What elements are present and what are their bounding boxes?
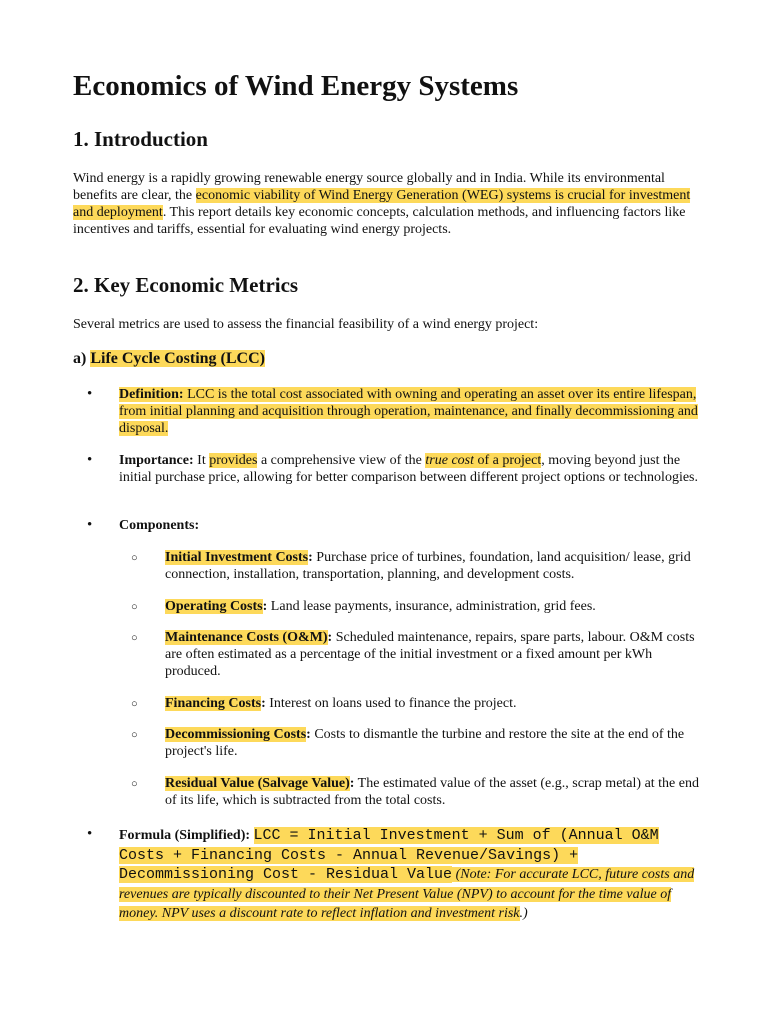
document-title: Economics of Wind Energy Systems xyxy=(73,70,519,102)
component-colon: : xyxy=(262,599,268,614)
importance-highlight-1: provides xyxy=(209,453,258,468)
formula-item xyxy=(119,826,703,924)
importance-item xyxy=(119,452,703,486)
component-item xyxy=(165,695,705,712)
metrics-lead: Several metrics are used to assess the financial feasibility of a wind energy project: xyxy=(73,317,539,332)
intro-text-a: Wind energy is a rapidly growing renewable energy source globally and in India. While its environmental benefits are clear, the xyxy=(73,171,665,203)
circle-bullet-icon: ○ xyxy=(131,552,138,564)
component-item xyxy=(165,549,705,583)
component-text: Interest on loans used to finance the project. xyxy=(265,696,517,711)
bullet-icon: • xyxy=(87,452,93,468)
component-text: Purchase price of turbines, foundation, land acquisition/ lease, grid connection, installation, transportation, planning, and development costs. xyxy=(165,550,691,582)
component-label: Financing Costs xyxy=(165,696,262,711)
components-label: Components: xyxy=(119,518,200,533)
definition-text: LCC is the total cost associated with owning and operating an asset over its entire lifespan, from initial planning and acquisition through operation, maintenance, and finally decommissioning and disposal. xyxy=(119,387,698,436)
component-label: Maintenance Costs (O&M) xyxy=(165,630,328,645)
importance-label: Importance: xyxy=(119,453,194,468)
component-item xyxy=(165,629,705,680)
definition-label: Definition: xyxy=(119,387,184,402)
component-colon: : xyxy=(349,776,355,791)
lcc-heading-text: Life Cycle Costing (LCC) xyxy=(90,350,265,367)
components-item xyxy=(119,517,703,534)
component-text: Costs to dismantle the turbine and restore the site at the end of the project's life. xyxy=(165,727,685,759)
component-item xyxy=(165,726,705,760)
circle-bullet-icon: ○ xyxy=(131,729,138,741)
importance-text-2: a comprehensive view of the xyxy=(257,453,426,468)
component-text: The estimated value of the asset (e.g., scrap metal) at the end of its life, which is subtracted from the total costs. xyxy=(165,776,699,808)
component-item xyxy=(165,598,705,615)
circle-bullet-icon: ○ xyxy=(131,698,138,710)
lcc-prefix: a) xyxy=(73,350,91,367)
importance-text-3: , moving beyond just the initial purchase price, allowing for better comparison between different project options or technologies. xyxy=(119,453,698,485)
component-label: Operating Costs xyxy=(165,599,263,614)
intro-heading: 1. Introduction xyxy=(73,127,208,151)
bullet-icon: • xyxy=(87,826,93,842)
component-colon: : xyxy=(308,550,313,565)
component-text: Scheduled maintenance, repairs, spare parts, labour. O&M costs are often estimated as a percentage of the initial investment or a fixed amount per kWh produced. xyxy=(165,630,695,679)
metrics-heading: 2. Key Economic Metrics xyxy=(73,273,299,297)
formula-note: (Note: For accurate LCC, future costs and revenues are typically discounted to their Net Present Value (NPV) to account for the time value of money. NPV uses a discount rate to reflect inflation and investment risk xyxy=(119,867,695,921)
formula-label: Formula (Simplified): xyxy=(119,828,251,843)
component-label: Initial Investment Costs xyxy=(165,550,309,565)
formula-note-end: .) xyxy=(519,906,528,921)
importance-text-1: It xyxy=(193,453,210,468)
formula-expression: LCC = Initial Investment + Sum of (Annual O&M Costs + Financing Costs - Annual Revenue/Savings) + Decommissioning Cost - Residual Value xyxy=(119,827,659,883)
intro-text-b: . This report details key economic concepts, calculation methods, and influencing factors like incentives and tariffs, essential for evaluating wind energy projects. xyxy=(73,205,686,237)
importance-emphasis: true cost xyxy=(425,453,474,468)
component-colon: : xyxy=(327,630,333,645)
circle-bullet-icon: ○ xyxy=(131,632,138,644)
component-label: Residual Value (Salvage Value) xyxy=(165,776,350,791)
importance-highlight-2: of a project xyxy=(474,453,542,468)
component-colon: : xyxy=(261,696,266,711)
component-item xyxy=(165,775,705,809)
bullet-icon: • xyxy=(87,386,93,402)
circle-bullet-icon: ○ xyxy=(131,601,138,613)
bullet-icon: • xyxy=(87,517,93,533)
component-colon: : xyxy=(306,727,311,742)
intro-highlight: economic viability of Wind Energy Generation (WEG) systems is crucial for investment and deployment xyxy=(73,188,691,220)
lcc-heading xyxy=(73,350,265,368)
circle-bullet-icon: ○ xyxy=(131,778,138,790)
component-label: Decommissioning Costs xyxy=(165,727,307,742)
definition-item xyxy=(119,386,703,437)
component-text: Land lease payments, insurance, administration, grid fees. xyxy=(267,599,596,614)
intro-paragraph xyxy=(73,170,698,238)
